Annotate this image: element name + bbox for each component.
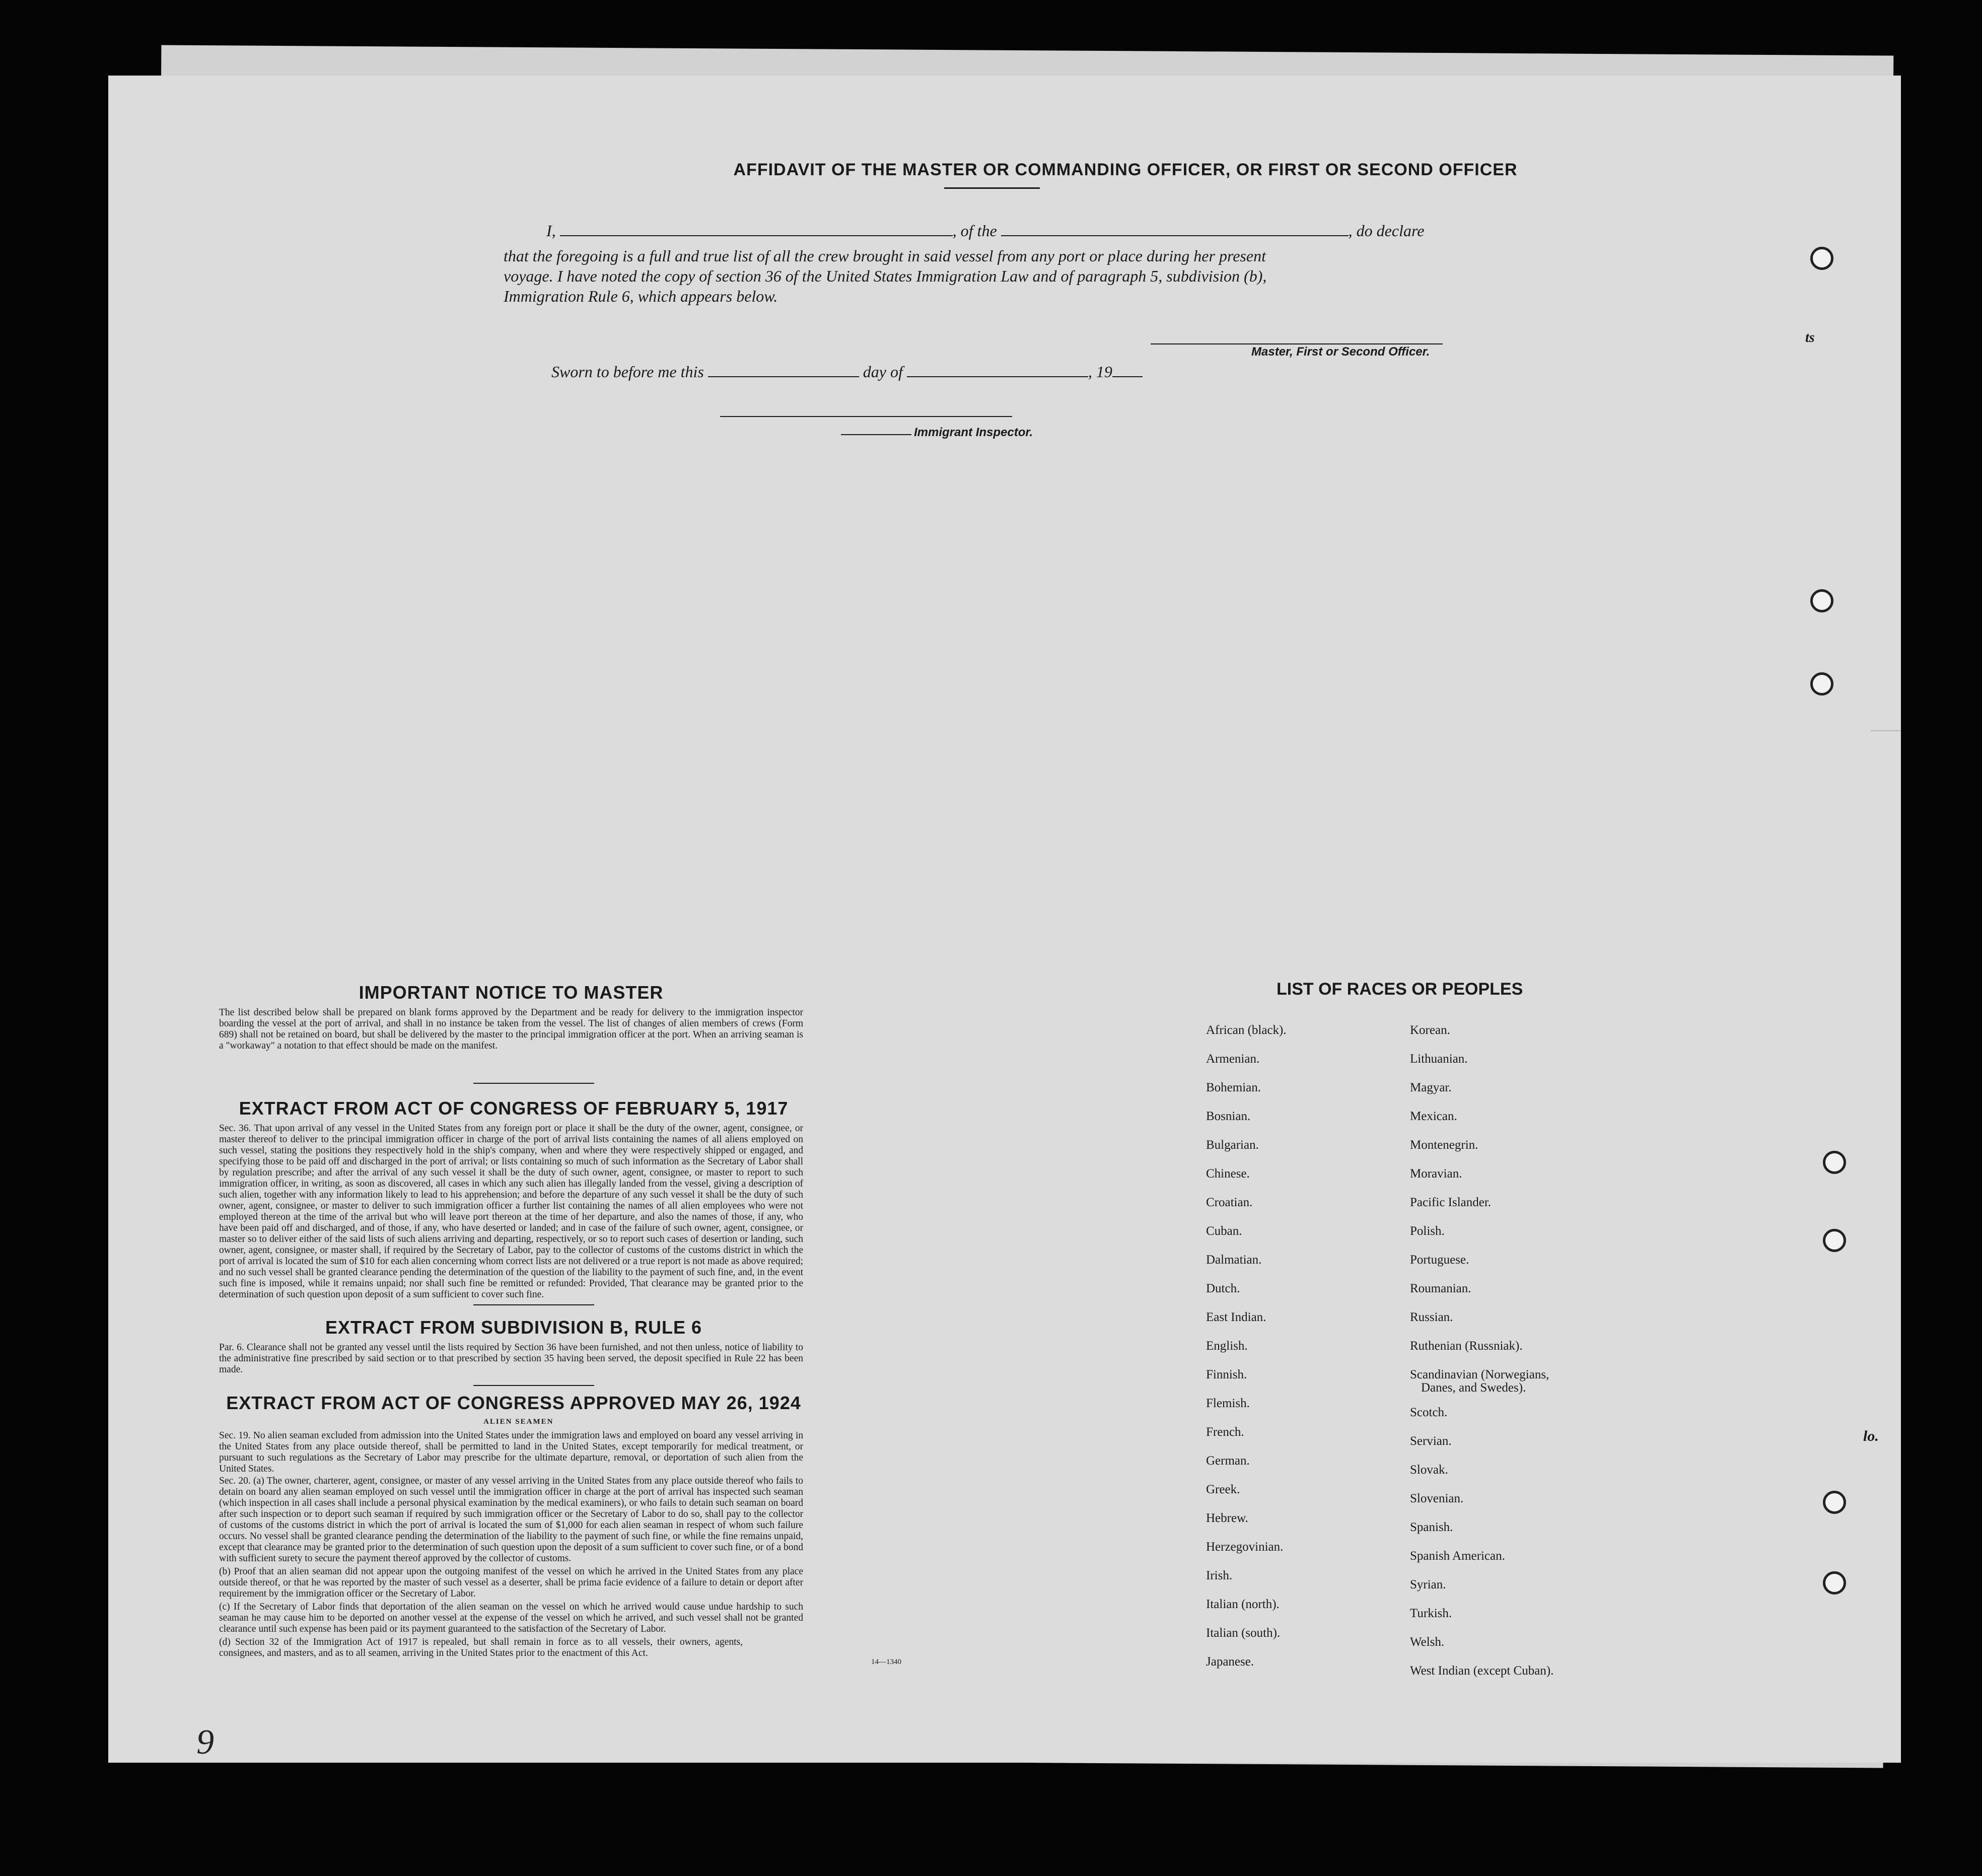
race-right-item: Welsh. <box>1410 1635 1445 1649</box>
race-right-item: Roumanian. <box>1410 1282 1471 1295</box>
act-1924-title: EXTRACT FROM ACT OF CONGRESS APPROVED MAY 26, 1924 <box>226 1393 801 1413</box>
race-left-item: Italian (north). <box>1206 1597 1280 1611</box>
race-right-item: Turkish. <box>1410 1607 1452 1620</box>
inspector-signature-line[interactable] <box>720 416 1012 417</box>
section-divider <box>473 1083 594 1084</box>
master-signature-line[interactable] <box>1151 343 1443 344</box>
year-label: , 19 <box>1088 363 1112 381</box>
race-left-item: East Indian. <box>1206 1310 1266 1324</box>
sworn-year-blank[interactable] <box>1112 376 1143 377</box>
title-rule <box>944 187 1040 189</box>
punch-hole <box>1823 1229 1846 1252</box>
section-divider <box>473 1304 594 1305</box>
declare-label: , do declare <box>1348 222 1425 240</box>
race-right-item: Ruthenian (Russniak). <box>1410 1339 1523 1353</box>
race-right-item: Scotch. <box>1410 1406 1448 1419</box>
sworn-month-blank[interactable] <box>907 376 1088 377</box>
punch-hole <box>1823 1151 1846 1174</box>
race-right-item: Korean. <box>1410 1023 1450 1037</box>
race-right-item: Servian. <box>1410 1434 1452 1448</box>
race-right-item: Syrian. <box>1410 1578 1446 1591</box>
race-right-item: Pacific Islander. <box>1410 1196 1492 1209</box>
inspector-lead-line <box>841 434 911 435</box>
declarant-label: I, <box>546 222 556 240</box>
rule-6-title: EXTRACT FROM SUBDIVISION B, RULE 6 <box>325 1317 702 1338</box>
sworn-day-blank[interactable] <box>708 376 859 377</box>
race-left-item: Bulgarian. <box>1206 1138 1259 1152</box>
sworn-label: Sworn to before me this <box>551 363 704 381</box>
affidavit-line-2: that the foregoing is a full and true list of all the crew brought in said vessel from any port or place during her present <box>504 247 1266 265</box>
race-right-item: Portuguese. <box>1410 1253 1469 1267</box>
vessel-name-blank[interactable] <box>1001 235 1349 236</box>
race-left-item: Japanese. <box>1206 1655 1254 1669</box>
race-left-item: English. <box>1206 1339 1248 1353</box>
race-left-item: Herzegovinian. <box>1206 1540 1284 1554</box>
edge-text-fragment: ts <box>1805 330 1815 345</box>
punch-hole <box>1810 247 1833 270</box>
race-left-item: German. <box>1206 1454 1250 1468</box>
ruled-line <box>1871 730 1901 731</box>
race-left-item: Bosnian. <box>1206 1109 1251 1123</box>
act-1924-sec-20a: Sec. 20. (a) The owner, charterer, agent, consignee, or master of any vessel arriving in the United States from any place outside thereof who fails to detain on board any alien seaman employed on such vessel until the immigration officer in charge at the port of arrival has inspected such seaman (which inspection in all cases shall include a personal physical examination by the medical examiners), or who fails to detain such seaman on board after such inspection or to deport such seaman if required by such immigration officer or the Secretary of Labor to do so, shall pay to the collector of customs of the customs district in which the port of arrival is located the sum of $1,000 for each alien seaman in respect of whom such failure occurs. No vessel shall be granted clearance pending the determination of the liability to the payment of such fine, or while the fine remains unpaid, except that clearance may be granted prior to the determination of such question upon the deposit of a sum sufficient to cover such fine, or of a bond with sufficient surety to secure the payment thereof approved by the collector of customs. <box>219 1476 803 1564</box>
race-left-item: Irish. <box>1206 1569 1233 1582</box>
inspector-caption: Immigrant Inspector. <box>914 426 1033 439</box>
race-right-item: Spanish. <box>1410 1520 1453 1534</box>
affidavit-line-3: voyage. I have noted the copy of section 36 of the United States Immigration Law and of paragraph 5, subdivision (b), <box>504 267 1267 285</box>
race-right-item: Moravian. <box>1410 1167 1462 1180</box>
race-left-item: French. <box>1206 1425 1244 1439</box>
race-left-item: Finnish. <box>1206 1368 1247 1381</box>
race-left-item: Dutch. <box>1206 1282 1240 1295</box>
race-right-item: Montenegrin. <box>1410 1138 1478 1152</box>
section-divider <box>473 1385 594 1386</box>
declarant-name-blank[interactable] <box>560 235 953 236</box>
race-right-item: Russian. <box>1410 1310 1453 1324</box>
affidavit-line-4: Immigration Rule 6, which appears below. <box>504 287 778 305</box>
day-of-label: day of <box>863 363 903 381</box>
race-right-item: Spanish American. <box>1410 1549 1505 1563</box>
affidavit-line-1 <box>546 222 1424 240</box>
race-right-item: Magyar. <box>1410 1081 1452 1094</box>
handwritten-page-number: 9 <box>196 1723 214 1762</box>
punch-hole <box>1810 589 1833 612</box>
race-right-item: Slovak. <box>1410 1463 1448 1477</box>
notice-text: The list described below shall be prepared on blank forms approved by the Department and be ready for delivery to the immigration inspector boarding the vessel at the port of arrival, and shall in no instance be taken from the vessel. The list of changes of alien members of crews (Form 689) shall not be retained on board, but shall be delivered by the master to the principal immigration officer at the port. When an arriving seaman is a "workaway" a notation to that effect should be made on the manifest. <box>219 1007 803 1051</box>
race-left-item: Flemish. <box>1206 1397 1250 1410</box>
notice-title: IMPORTANT NOTICE TO MASTER <box>359 982 664 1003</box>
race-left-item: Italian (south). <box>1206 1626 1281 1640</box>
race-right-item: Polish. <box>1410 1224 1445 1238</box>
manifest-page <box>108 76 1901 1763</box>
race-left-item: Cuban. <box>1206 1224 1242 1238</box>
race-left-item: Greek. <box>1206 1483 1240 1496</box>
affidavit-title: AFFIDAVIT OF THE MASTER OR COMMANDING OFFICER, OR FIRST OR SECOND OFFICER <box>733 160 1518 179</box>
alien-seamen-subtitle: ALIEN SEAMEN <box>483 1418 554 1426</box>
sworn-line <box>551 363 1143 381</box>
race-right-item: Lithuanian. <box>1410 1052 1468 1066</box>
act-1924-sec-20c: (c) If the Secretary of Labor finds that deportation of the alien seaman on the vessel on which he arrived would cause undue hardship to such seaman he may cause him to be deported on another vessel at the expense of the vessel on which he arrived, and such vessel shall not be granted clearance until such expense has been paid or its payment guaranteed to the satisfaction of the Secretary of Labor. <box>219 1602 803 1634</box>
rule-6-text: Par. 6. Clearance shall not be granted any vessel until the lists required by Section 36 have been furnished, and not then unless, notice of liability to the administrative fine prescribed by said section or to that prescribed by section 35 having been served, the deposit specified in Rule 22 has been made. <box>219 1342 803 1375</box>
race-left-item: Chinese. <box>1206 1167 1250 1180</box>
race-left-item: Bohemian. <box>1206 1081 1261 1094</box>
act-1917-title: EXTRACT FROM ACT OF CONGRESS OF FEBRUARY 5, 1917 <box>239 1098 789 1119</box>
race-right-item: Mexican. <box>1410 1109 1457 1123</box>
act-1924-sec-19: Sec. 19. No alien seaman excluded from admission into the United States under the immigration laws and employed on board any vessel arriving in the United States from any place outside thereof, shall be permitted to land in the United States, except temporarily for medical treatment, or pursuant to such regulations as the Secretary of Labor may prescribe for the ultimate departure, removal, or deportation of such alien from the United States. <box>219 1430 803 1474</box>
master-signature-caption: Master, First or Second Officer. <box>1251 345 1430 359</box>
race-left-item: Dalmatian. <box>1206 1253 1262 1267</box>
race-right-item: Slovenian. <box>1410 1492 1464 1505</box>
punch-hole <box>1823 1491 1846 1514</box>
act-1924-sec-20d: (d) Section 32 of the Immigration Act of 1917 is repealed, but shall remain in force as to all vessels, their owners, agents, consignees, and masters, and as to all seamen, arriving in the United States prior to the enactment of this Act. <box>219 1637 743 1658</box>
punch-hole <box>1810 672 1833 696</box>
punch-hole <box>1823 1571 1846 1594</box>
act-1924-sec-20b: (b) Proof that an alien seaman did not appear upon the outgoing manifest of the vessel on which he arrived in the United States from any place outside thereof, or that he was reported by the master of such vessel as a deserter, shall be prima facie evidence of a failure to detain or deport after requirement by the immigration officer or the Secretary of Labor. <box>219 1566 803 1599</box>
race-left-item: Croatian. <box>1206 1196 1253 1209</box>
act-1917-text: Sec. 36. That upon arrival of any vessel in the United States from any foreign port or place it shall be the duty of the owner, agent, consignee, or master thereof to deliver to the principal immigration officer in charge of the port of arrival lists containing the names of all aliens employed on such vessel, stating the positions they respectively hold in the ship's company, when and where they were respectively shipped or engaged, and specifying those to be paid off and discharged in the port of arrival; or lists containing so much of such information as the Secretary of Labor shall by regulation prescribe; and after the arrival of any such vessel it shall be the duty of such owner, agent, consignee, or master to report to such immigration officer, in writing, as soon as discovered, all cases in which any such alien has illegally landed from the vessel, giving a description of such alien, together with any information likely to lead to his apprehension; and before the departure of any such vessel it shall be the duty of such owner, agent, consignee, or master to deliver to such immigration officer a further list containing the names of all alien employees who were not employed thereon at the time of the arrival but who will leave port thereon at the time of her departure, and also the names of those, if any, who have been paid off and discharged, and of those, if any, who have deserted or landed; and in case of the failure of such owner, agent, consignee, or master so to deliver either of the said lists of such aliens arriving and departing, respectively, or so to report such cases of desertion or landing, such owner, agent, consignee, or master shall, if required by the Secretary of Labor, pay to the collector of customs of the customs district in which the port of arrival is located the sum of $10 for each alien concerning whom correct lists are not delivered or a true report is not made as above required; and no such vessel shall be granted clearance pending the determination of the question of the liability to the payment of such fine, and, in the event such fine is imposed, while it remains unpaid; nor shall such fine be remitted or refunded: Provided, That clearance may be granted prior to the determination of such question upon deposit of a sum sufficient to cover such fine. <box>219 1123 803 1300</box>
form-number: 14—1340 <box>871 1658 901 1666</box>
race-left-item: Hebrew. <box>1206 1511 1248 1525</box>
race-left-item: African (black). <box>1206 1023 1287 1037</box>
vessel-label: , of the <box>952 222 997 240</box>
race-right-item: Danes, and Swedes). <box>1421 1381 1526 1395</box>
races-title: LIST OF RACES OR PEOPLES <box>1277 980 1523 999</box>
edge-text-fragment: lo. <box>1863 1428 1879 1444</box>
race-right-item: West Indian (except Cuban). <box>1410 1664 1554 1678</box>
race-left-item: Armenian. <box>1206 1052 1260 1066</box>
race-right-item: Scandinavian (Norwegians, <box>1410 1368 1549 1381</box>
